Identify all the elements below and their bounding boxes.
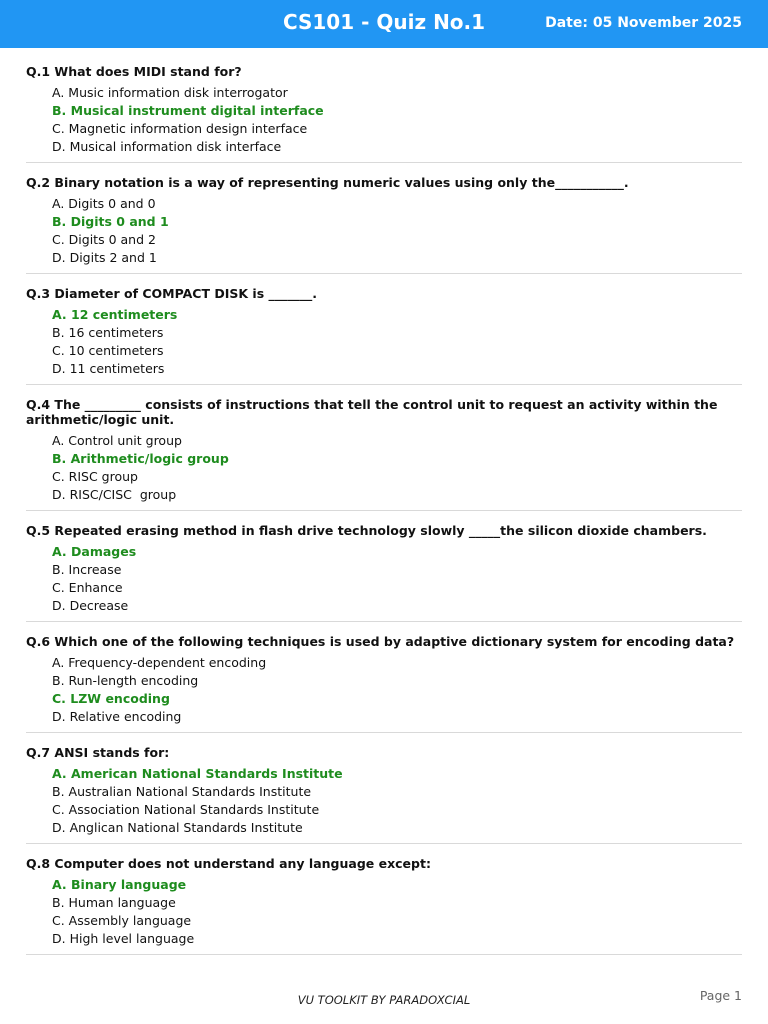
option-d: D. RISC/CISC group [52, 487, 177, 502]
option-b: B. 16 centimeters [52, 325, 164, 340]
question-text: Q.7 ANSI stands for: [26, 745, 170, 760]
page-title: CS101 - Quiz No.1 [282, 10, 486, 34]
question-text: Q.1 What does MIDI stand for? [26, 64, 242, 79]
option-d: D. High level language [52, 931, 195, 946]
page-header [0, 0, 768, 48]
question-text: Q.5 Repeated erasing method in flash drive technology slowly _____the silicon dioxide chambers. [26, 523, 707, 538]
option-a: A. American National Standards Institute [52, 766, 343, 781]
option-c: C. Enhance [52, 580, 123, 595]
question-8 [26, 852, 742, 955]
question-4 [26, 393, 742, 511]
option-b: B. Digits 0 and 1 [52, 214, 169, 229]
option-c: C. Association National Standards Institute [52, 802, 320, 817]
option-d: D. 11 centimeters [52, 361, 165, 376]
question-text: Q.4 The _________ consists of instructions that tell the control unit to request an activity within the arithmetic/logic unit. [26, 397, 718, 427]
question-7 [26, 741, 742, 844]
question-2 [26, 171, 742, 274]
footer-credit: VU TOOLKIT BY PARADOXCIAL [297, 993, 471, 1007]
option-d: D. Digits 2 and 1 [52, 250, 157, 265]
option-a: A. Binary language [52, 877, 187, 892]
question-text: Q.8 Computer does not understand any language except: [26, 856, 431, 871]
option-c: C. Digits 0 and 2 [52, 232, 156, 247]
option-a: A. Control unit group [52, 433, 182, 448]
question-text: Q.3 Diameter of COMPACT DISK is _______. [26, 286, 317, 301]
option-d: D. Relative encoding [52, 709, 182, 724]
option-d: D. Anglican National Standards Institute [52, 820, 303, 835]
option-c: C. Magnetic information design interface [52, 121, 308, 136]
option-c: C. 10 centimeters [52, 343, 164, 358]
option-c: C. LZW encoding [52, 691, 170, 706]
question-text: Q.6 Which one of the following techniques is used by adaptive dictionary system for encoding data? [26, 634, 735, 649]
option-b: B. Human language [52, 895, 176, 910]
option-b: B. Run-length encoding [52, 673, 199, 688]
question-5 [26, 519, 742, 622]
option-b: B. Australian National Standards Institute [52, 784, 312, 799]
quiz-date: Date: 05 November 2025 [545, 15, 742, 31]
page-number: Page 1 [699, 988, 742, 1003]
question-text: Q.2 Binary notation is a way of representing numeric values using only the___________. [26, 175, 629, 190]
question-6 [26, 630, 742, 733]
option-d: D. Musical information disk interface [52, 139, 282, 154]
option-a: A. Digits 0 and 0 [52, 196, 156, 211]
question-3 [26, 282, 742, 385]
question-list [26, 60, 742, 963]
option-a: A. Music information disk interrogator [52, 85, 288, 100]
option-a: A. 12 centimeters [52, 307, 178, 322]
option-b: B. Musical instrument digital interface [52, 103, 324, 118]
question-1 [26, 60, 742, 163]
option-b: B. Arithmetic/logic group [52, 451, 229, 466]
option-a: A. Frequency-dependent encoding [52, 655, 267, 670]
option-c: C. RISC group [52, 469, 138, 484]
option-c: C. Assembly language [52, 913, 192, 928]
option-a: A. Damages [52, 544, 137, 559]
option-b: B. Increase [52, 562, 122, 577]
option-d: D. Decrease [52, 598, 129, 613]
